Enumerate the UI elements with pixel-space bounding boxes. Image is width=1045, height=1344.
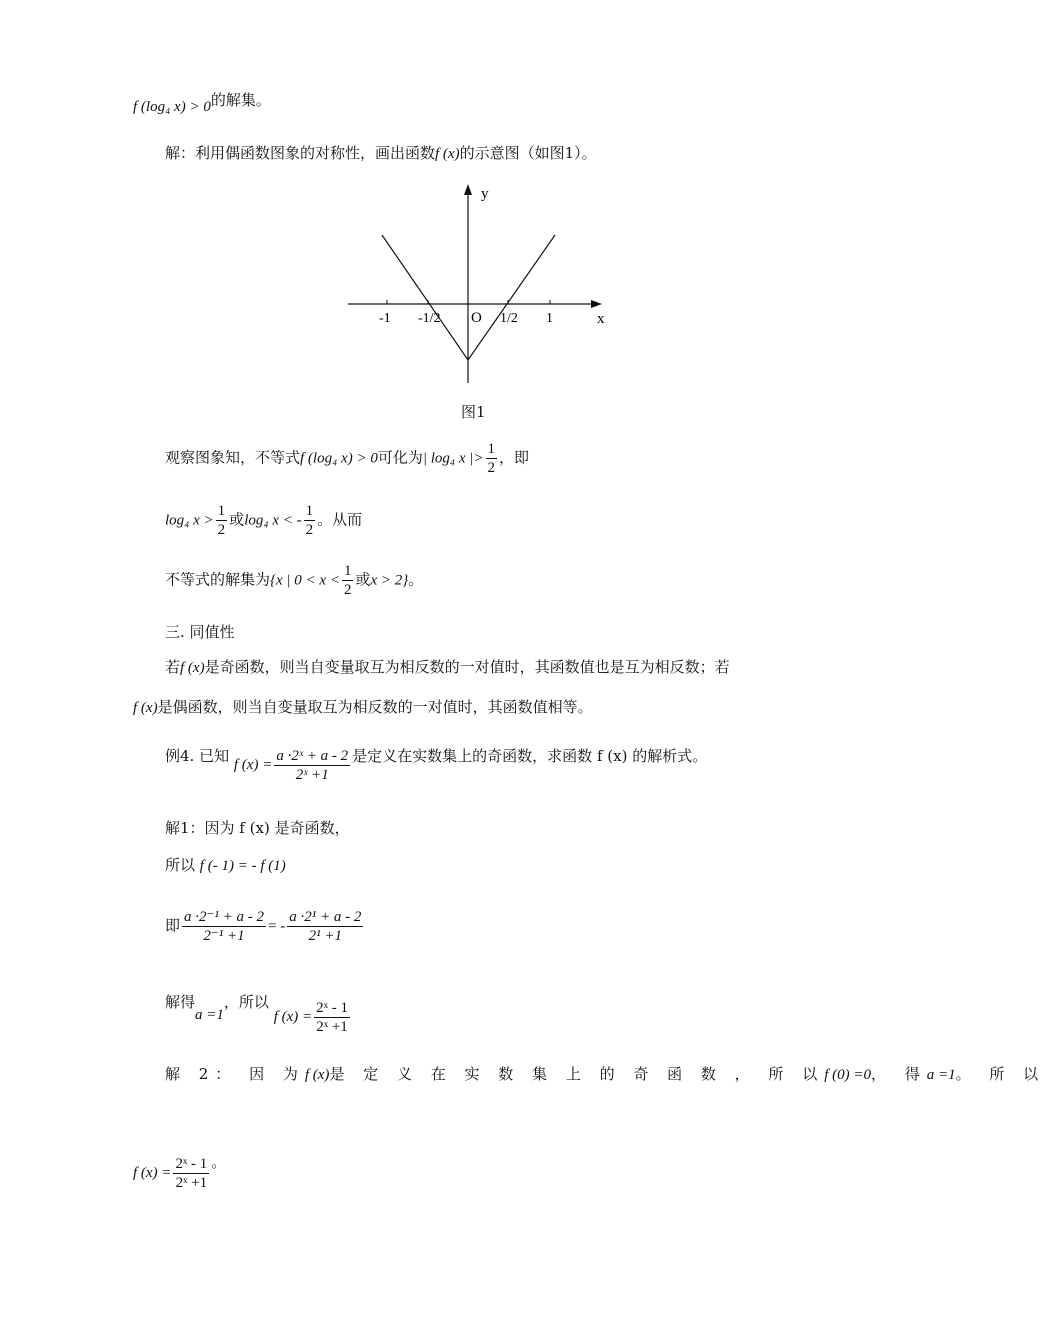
text: 可化为: [377, 448, 423, 467]
fraction: $\frac{1}{2}$: [305, 503, 314, 538]
section-heading: 三. 同值性: [165, 623, 235, 641]
math-expr: f (- 1) = - f (1): [199, 858, 286, 874]
tick-label: -1/2: [418, 311, 441, 326]
math-expr: f (0) =0: [824, 1067, 871, 1083]
solution1-title: 解1：因为 f (x) 是奇函数，: [165, 819, 350, 837]
math-expr: f (x): [435, 146, 460, 162]
tick-label: 1: [546, 311, 553, 326]
math-expr: | log₄ x |>: [422, 450, 484, 467]
y-axis-label: y: [481, 186, 489, 202]
text: ，即: [499, 448, 530, 467]
math-expr: a =1: [926, 1067, 956, 1083]
fraction: $\frac{\text{2ˣ - 1}}{\text{2ˣ +1}}$: [175, 1155, 208, 1191]
math-expr: f (log₄ x) > 0: [133, 99, 211, 115]
example-label: 例4. 已知: [165, 747, 230, 765]
x-axis-label: x: [597, 311, 605, 327]
function-graph: [340, 178, 620, 393]
text: 是定义在实数集上的奇函数，求函数 f (x) 的解析式。: [352, 747, 708, 765]
math-expr: f (x) =: [233, 757, 273, 773]
text: 观察图象知，不等式: [165, 448, 301, 467]
solution1-result: 解得a =1，所以 f (x) = $\frac{\text{2ˣ - 1}}{\text{2ˣ +1}}$: [165, 993, 348, 1035]
math-expr: {x | 0 < x <: [270, 572, 340, 589]
fraction: $\frac{\text{a ·2¹ + a - 2}}{\text{2¹ +1}}$: [289, 909, 362, 944]
paragraph-line: 若f (x)是奇函数，则当自变量取互为相反数的一对值时，其函数值也是互为相反数；若: [165, 658, 730, 676]
solution-set: [165, 562, 423, 599]
text: 。: [408, 570, 424, 589]
observation: [165, 440, 529, 477]
math-expr: f (x) =: [133, 1165, 172, 1181]
fraction: $\frac{1}{2}$: [217, 503, 226, 538]
log-inequality: [165, 502, 362, 539]
fraction: $\frac{1}{2}$: [487, 441, 496, 476]
example-4: [165, 746, 707, 784]
math-expr: f (log₄ x) > 0: [300, 450, 378, 467]
figure-caption: 图1: [461, 403, 486, 421]
text: 不等式的解集为: [165, 570, 271, 589]
math-expr: log₄ x < -: [244, 512, 302, 529]
math-expr: f (x): [133, 700, 158, 716]
text: 解：利用偶函数图象的对称性，画出函数: [165, 144, 436, 162]
fraction: $\frac{1}{2}$: [343, 563, 352, 598]
math-expr: x > 2}: [370, 572, 409, 589]
fraction: $\frac{\text{a ·2⁻¹ + a - 2}}{\text{2⁻¹ +1}}$: [184, 909, 265, 944]
solution2: 解 2： 因 为f (x)是 定 义 在 实 数 集 上 的 奇 函 数 ， 所 以f (0) =0， 得a =1。 所 以: [165, 1065, 1045, 1083]
solution1-step: 所以 f (- 1) = - f (1): [165, 856, 286, 874]
math-expr: f (x) =: [273, 1009, 313, 1025]
text: 。从而: [317, 510, 363, 529]
solution-intro: [165, 143, 597, 164]
fraction: $\frac{\text{a ·2ˣ + a - 2}}{\text{2ˣ +1}}$: [276, 748, 349, 783]
problem-tail: [133, 90, 271, 117]
text: 或: [229, 510, 245, 529]
text: 的示意图（如图1）。: [459, 144, 597, 162]
final-formula: f (x) = $\frac{\text{2ˣ - 1}}{\text{2ˣ +1}}$ 。: [133, 1153, 227, 1191]
math-expr: a =1: [195, 1007, 224, 1023]
math-expr: f (x): [180, 660, 205, 676]
origin-label: O: [471, 310, 482, 326]
text: 的解集。: [210, 91, 271, 109]
tick-label: -1: [379, 311, 391, 326]
tick-label: 1/2: [500, 311, 518, 326]
paragraph-line: f (x)是偶函数，则当自变量取互为相反数的一对值时，其函数值相等。: [133, 698, 593, 716]
math-expr: log₄ x >: [165, 512, 214, 529]
text: 或: [355, 570, 371, 589]
math-expr: f (x): [304, 1067, 330, 1083]
solution1-equation: 即 $\frac{\text{a ·2⁻¹ + a - 2}}{\text{2⁻¹ +1}}$ = - $\frac{\text{a ·2¹ + a - 2}}{\text{2¹ +1}}$: [165, 909, 362, 944]
fraction: $\frac{\text{2ˣ - 1}}{\text{2ˣ +1}}$: [316, 1000, 348, 1035]
